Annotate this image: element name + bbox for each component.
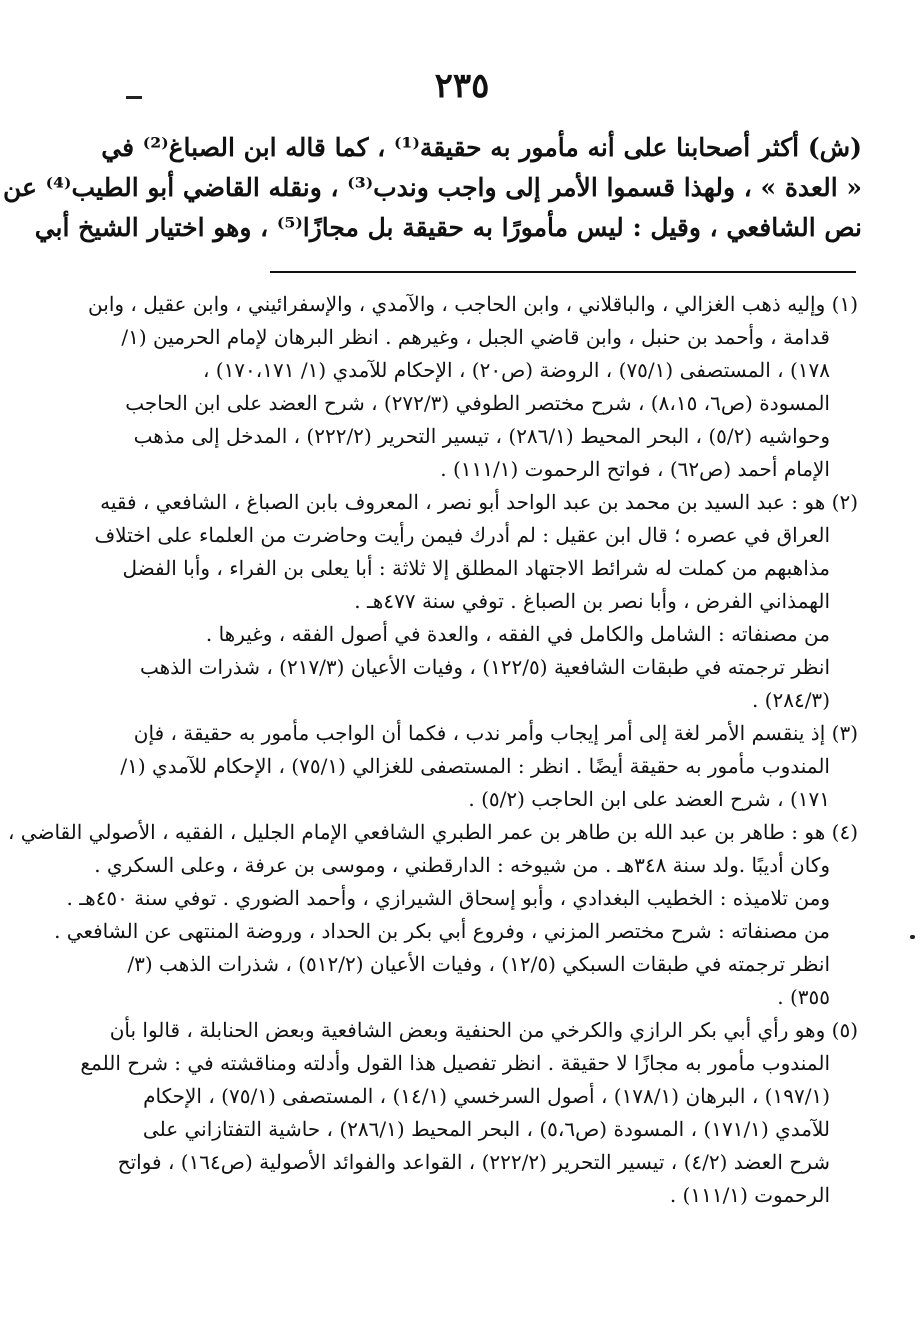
scan-mark <box>910 935 915 939</box>
main-text <box>2 128 862 248</box>
footnote-line: (١) وإليه ذهب الغزالي ، والباقلاني ، وابن الحاجب ، والآمدي ، والإسفرائيني ، وابن عقيل ، وابن <box>88 292 858 316</box>
footnote-line: الرحموت (١١١/١) . <box>669 1183 830 1207</box>
footnote-line: من مصنفاته : الشامل والكامل في الفقه ، والعدة في أصول الفقه ، وغيرها . <box>205 622 830 646</box>
footnote-1 <box>88 288 858 486</box>
footnote-line: الإمام أحمد (ص٦٢) ، فواتح الرحموت (١١١/١) . <box>440 457 830 481</box>
footnotes <box>7 288 858 1212</box>
footnote-line: المسودة (ص٦، ٨،١٥) ، شرح مختصر الطوفي (٢٧٢/٣) ، شرح العضد على ابن الحاجب <box>125 391 830 415</box>
footnote-3 <box>88 717 858 816</box>
footnote-line: (٤) هو : طاهر بن عبد الله بن طاهر بن عمر الطبري الشافعي الإمام الجليل ، الفقيه ، الأصولي القاضي ، <box>7 820 858 844</box>
footnote-line: من مصنفاته : شرح مختصر المزني ، وفروع أبي بكر بن الحداد ، وروضة المنتهى عن الشافعي . <box>54 919 830 943</box>
margin-mark <box>126 96 142 99</box>
footnote-line: المندوب مأمور به مجازًا لا حقيقة . انظر تفصيل هذا القول وأدلته ومناقشته في : شرح اللمع <box>80 1051 830 1075</box>
footnote-line: (٥) وهو رأي أبي بكر الرازي والكرخي من الحنفية وبعض الشافعية وبعض الحنابلة ، قالوا بأن <box>109 1018 858 1042</box>
footnote-line: مذاهبهم من كملت له شرائط الاجتهاد المطلق إلا ثلاثة : أبا يعلى بن الفراء ، وأبا الفضل <box>122 556 830 580</box>
footnote-2 <box>88 486 858 717</box>
footnote-line: انظر ترجمته في طبقات الشافعية (١٢٢/٥) ، وفيات الأعيان (٢١٧/٣) ، شذرات الذهب <box>139 655 830 679</box>
footnote-line: ومن تلاميذه : الخطيب البغدادي ، وأبو إسحاق الشيرازي ، وأحمد الضوري . توفي سنة ٤٥٠هـ . <box>66 886 830 910</box>
main-text-line: نص الشافعي ، وقيل : ليس مأمورًا به حقيقة بل مجازًا⁽⁵⁾ ، وهو اختيار الشيخ أبي <box>34 213 862 242</box>
footnote-line: المندوب مأمور به حقيقة أيضًا . انظر : المستصفى للغزالي (٧٥/١) ، الإحكام للآمدي (١/ <box>120 754 830 778</box>
footnote-line: ١٧٨) ، المستصفى (٧٥/١) ، الروضة (ص٢٠) ، الإحكام للآمدي (١/ ١٧٠،١٧١) ، <box>202 358 830 382</box>
footnote-line: وحواشيه (٥/٢) ، البحر المحيط (٢٨٦/١) ، تيسير التحرير (٢٢٢/٢) ، المدخل إلى مذهب <box>133 424 830 448</box>
footnote-line: ١٧١) ، شرح العضد على ابن الحاجب (٥/٢) . <box>468 787 830 811</box>
footnote-line: للآمدي (١٧١/١) ، المسودة (ص٥،٦) ، البحر المحيط (٢٨٦/١) ، حاشية التفتازاني على <box>142 1117 830 1141</box>
footnote-4 <box>7 816 858 1014</box>
footnote-line: وكان أديبًا .ولد سنة ٣٤٨هـ . من شيوخه : الدارقطني ، وموسى بن عرفة ، وعلى السكري . <box>94 853 830 877</box>
main-text-line: (ش) أكثر أصحابنا على أنه مأمور به حقيقة⁽¹⁾ ، كما قاله ابن الصباغ⁽²⁾ في <box>101 133 862 162</box>
page-number: ٢٣٥ <box>434 66 490 106</box>
footnote-5 <box>80 1014 858 1212</box>
main-text-line: « العدة » ، ولهذا قسموا الأمر إلى واجب وندب⁽³⁾ ، ونقله القاضي أبو الطيب⁽⁴⁾ عن <box>2 173 862 202</box>
footnote-line: الهمذاني الفرض ، وأبا نصر بن الصباغ . توفي سنة ٤٧٧هـ . <box>354 589 830 613</box>
footnote-line: (٢٨٤/٣) . <box>751 688 830 712</box>
footnote-separator <box>270 271 856 273</box>
footnote-line: انظر ترجمته في طبقات السبكي (١٢/٥) ، وفيات الأعيان (٥١٢/٢) ، شذرات الذهب (٣/ <box>127 952 830 976</box>
footnote-line: قدامة ، وأحمد بن حنبل ، وابن قاضي الجبل ، وغيرهم . انظر البرهان لإمام الحرمين (١/ <box>121 325 830 349</box>
footnote-line: (١٩٧/١) ، البرهان (١٧٨/١) ، أصول السرخسي (١٤/١) ، المستصفى (٧٥/١) ، الإحكام <box>143 1084 830 1108</box>
footnote-line: العراق في عصره ؛ قال ابن عقيل : لم أدرك فيمن رأيت وحاضرت من العلماء على اختلاف <box>94 523 830 547</box>
footnote-line: ٣٥٥) . <box>777 985 830 1009</box>
footnote-line: شرح العضد (٤/٢) ، تيسير التحرير (٢٢٢/٢) ، القواعد والفوائد الأصولية (ص١٦٤) ، فواتح <box>117 1150 830 1174</box>
footnote-line: (٣) إذ ينقسم الأمر لغة إلى أمر إيجاب وأمر ندب ، فكما أن الواجب مأمور به حقيقة ، فإن <box>133 721 858 745</box>
footnote-line: (٢) هو : عبد السيد بن محمد بن عبد الواحد أبو نصر ، المعروف بابن الصباغ ، الشافعي ، فقيه <box>100 490 858 514</box>
